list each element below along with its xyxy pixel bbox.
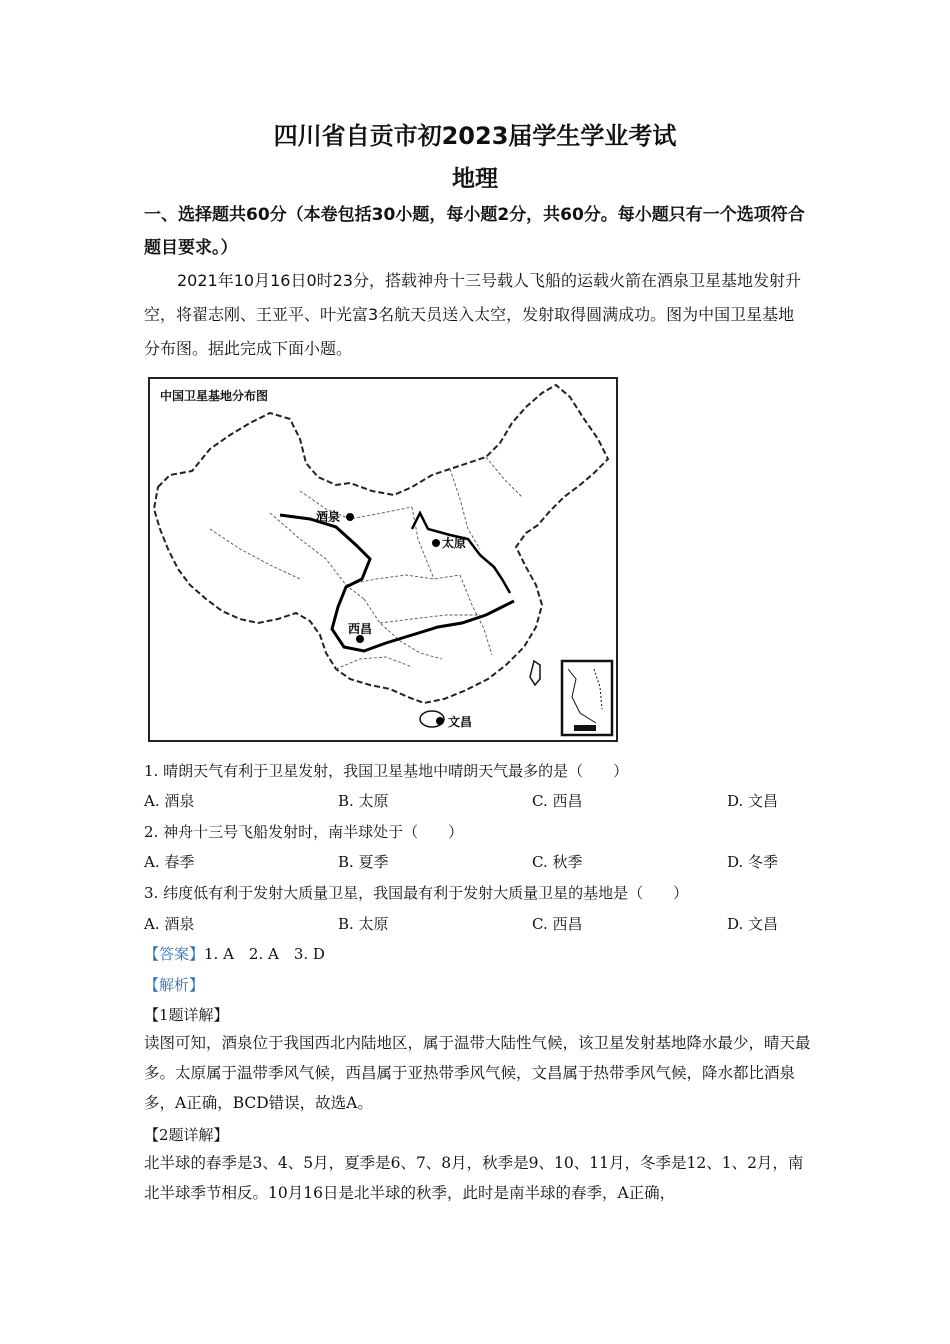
detail-1-label: 【1题详解】 (144, 1006, 229, 1024)
analysis-label: 【解析】 (144, 976, 205, 994)
site-marker-wenchang (436, 717, 444, 725)
question-3-stem: 3. 纬度低有利于发射大质量卫星，我国最有利于发射大质量卫星的基地是（ ） (144, 884, 689, 902)
question-1-stem: 1. 晴朗天气有利于卫星发射，我国卫星基地中晴朗天气最多的是（ ） (144, 762, 629, 780)
site-label-wenchang: 文昌 (448, 715, 473, 729)
question-1-option-b: B. 太原 (338, 792, 389, 810)
question-3-option-b: B. 太原 (338, 915, 389, 933)
detail-2-label: 【2题详解】 (144, 1126, 229, 1144)
question-2-option-a: A. 春季 (144, 853, 195, 871)
china-map-graphic (150, 379, 616, 740)
question-3-option-c: C. 西昌 (532, 915, 583, 933)
thick-boundary-line (280, 515, 514, 651)
detail-1-text: 读图可知，酒泉位于我国西北内陆地区，属于温带大陆性气候，该卫星发射基地降水最少，晴天最多。太原属于温带季风气候，西昌属于亚热带季风气候，文昌属于热带季风气候，降水都比酒泉多，A正确，BCD错误，故选A。 (144, 1034, 811, 1112)
site-marker-jiuquan (346, 513, 354, 521)
south-china-sea-inset (562, 661, 612, 735)
satellite-base-map (148, 377, 618, 742)
site-label-taiyuan: 太原 (442, 536, 467, 550)
answer-line (144, 943, 325, 964)
subject-title: 地理 (452, 166, 498, 192)
map-title: 中国卫星基地分布图 (160, 389, 269, 403)
site-marker-xichang (356, 635, 364, 643)
taiwan-island (530, 661, 540, 685)
site-label-jiuquan: 酒泉 (316, 510, 341, 524)
question-1-option-c: C. 西昌 (532, 792, 583, 810)
question-2-option-d: D. 冬季 (727, 853, 779, 871)
question-2-stem: 2. 神舟十三号飞船发射时，南半球处于（ ） (144, 823, 464, 841)
question-3-option-d: D. 文昌 (727, 915, 779, 933)
question-2-option-c: C. 秋季 (532, 853, 583, 871)
question-3-option-a: A. 酒泉 (144, 915, 195, 933)
detail-2-text: 北半球的春季是3、4、5月，夏季是6、7、8月，秋季是9、10、11月，冬季是12、1、2月，南北半球季节相反。10月16日是北半球的秋季，此时是南半球的春季，A正确， (144, 1154, 804, 1202)
answer-label: 【答案】 (144, 945, 205, 963)
question-1-option-a: A. 酒泉 (144, 792, 195, 810)
site-marker-taiyuan (432, 539, 440, 547)
question-2-option-b: B. 夏季 (338, 853, 389, 871)
page-title: 四川省自贡市初2023届学生学业考试 (273, 122, 677, 150)
section-heading: 一、选择题共60分（本卷包括30小题，每小题2分，共60分。每小题只有一个选项符合题目要求。） (144, 205, 805, 258)
thick-loop-north (412, 513, 510, 593)
site-label-xichang: 西昌 (348, 622, 373, 636)
answer-value: 1. A 2. A 3. D (204, 945, 325, 963)
question-1-option-d: D. 文昌 (727, 792, 779, 810)
national-border (154, 385, 608, 703)
intro-paragraph: 2021年10月16日0时23分，搭载神舟十三号载人飞船的运载火箭在酒泉卫星基地发射升空，将翟志刚、王亚平、叶光富3名航天员送入太空，发射取得圆满成功。图为中国卫星基地分布图。据此完成下面小题。 (144, 271, 801, 358)
